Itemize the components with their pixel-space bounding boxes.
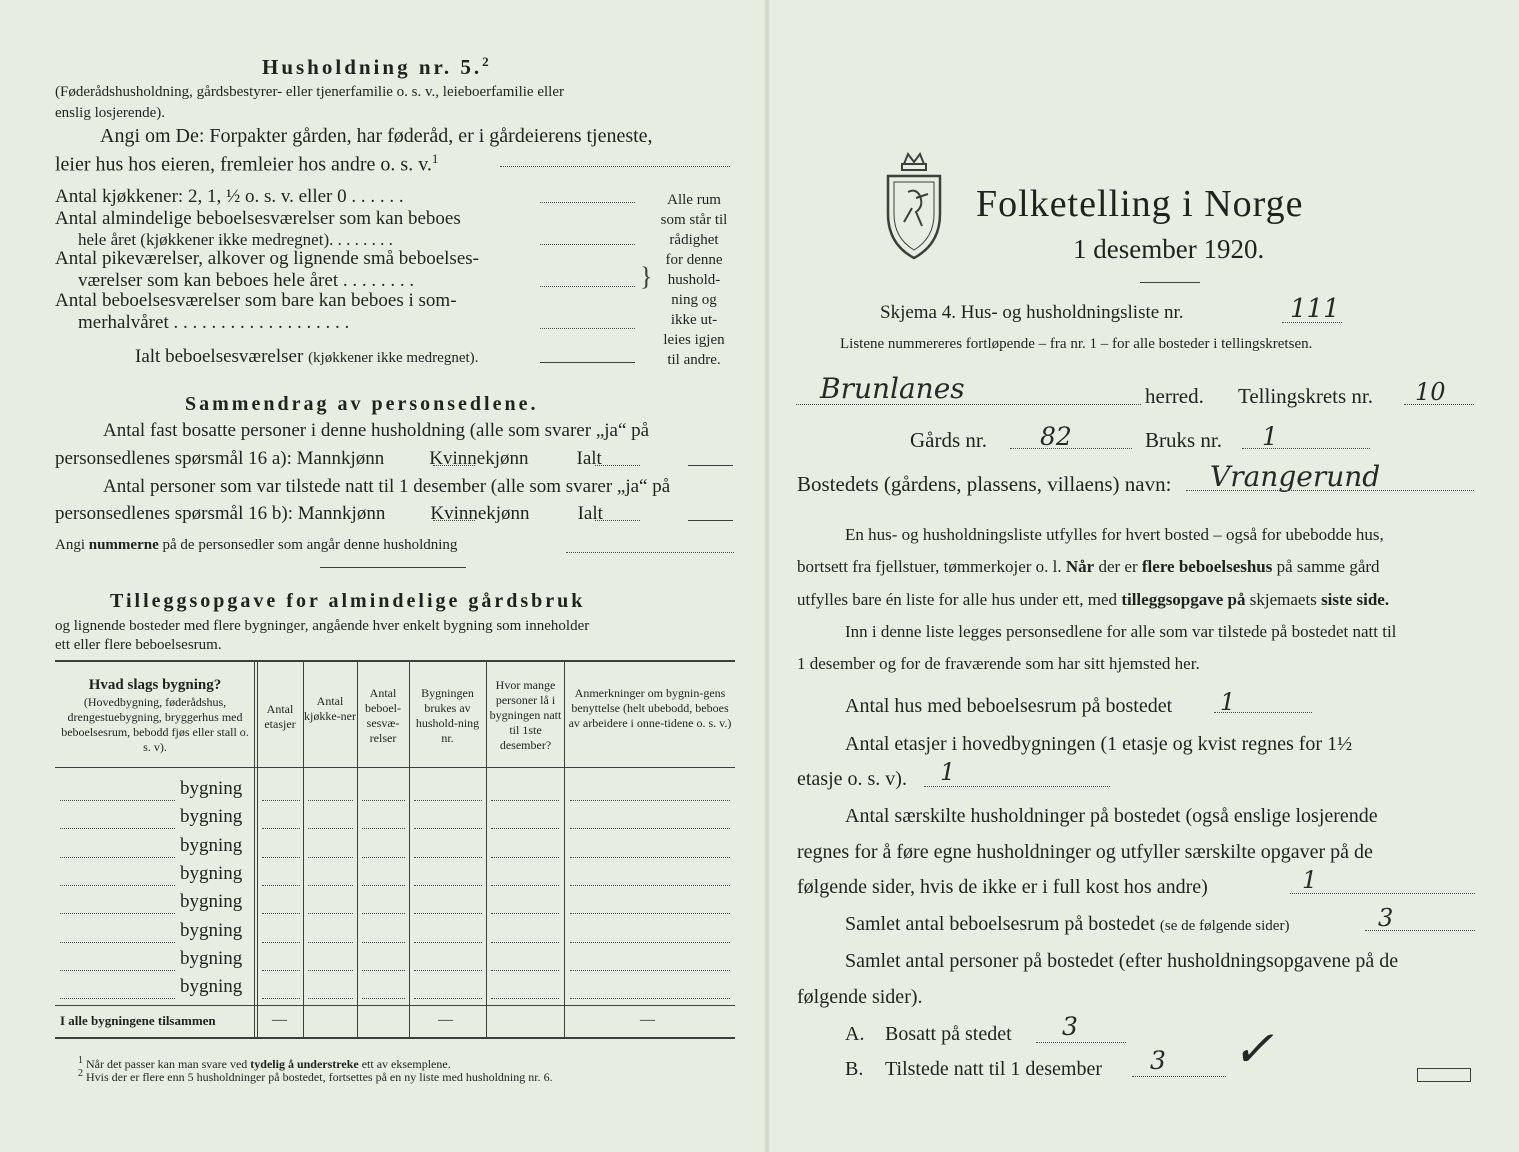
gards-line (1010, 448, 1132, 449)
herred-label: herred. (1145, 384, 1204, 408)
resident-line (1036, 1042, 1126, 1043)
brace-note: Alle rum som står til rådighet for denne hushold- ning og ikke ut- leies igjen til andre. (660, 192, 728, 368)
th-building-type: Hvad slags bygning? (Hovedbygning, føderådshus, drengestuebygning, bryggerhus med beboelsesrum, bebodd fjøs eller stall o. s. v). (61, 677, 249, 754)
floors-value[interactable]: 1 (940, 758, 956, 786)
table-row-label: bygning (180, 778, 243, 799)
total-dash-used: — (438, 1012, 453, 1028)
table-cell-line[interactable] (570, 970, 730, 971)
herred-line (796, 404, 1141, 405)
table-cell-line[interactable] (262, 885, 300, 886)
angi-line-1: Angi om De: Forpakter gården, har føderåd, er i gårdeierens tjeneste, (100, 125, 653, 147)
q-summer-rooms-a: Antal beboelsesværelser som bare kan beboes i som- (55, 290, 457, 311)
table-cell-line[interactable] (491, 942, 559, 943)
total-fixed-line[interactable] (688, 465, 733, 466)
table-row-label: bygning (180, 891, 243, 913)
summary-line-5: Angi nummerne på de personsedler som angår denne husholdning (55, 537, 458, 553)
present-label-letter: B. (845, 1058, 864, 1080)
th-floors: Antal etasjer (264, 702, 296, 731)
gards-label: Gårds nr. (910, 428, 987, 452)
table-cell-line[interactable] (60, 942, 175, 943)
resident-value[interactable]: 3 (1062, 1012, 1078, 1041)
table-cell-line[interactable] (414, 913, 482, 914)
footnote-1: $^1$ Når det passer kan man svare ved tydelig å understreke ett av eksemplene. (78, 1055, 451, 1071)
table-cell-line[interactable] (570, 828, 730, 829)
table-cell-line[interactable] (60, 998, 175, 999)
table-cell-line[interactable] (362, 800, 405, 801)
table-cell-line[interactable] (570, 998, 730, 999)
q-total-line[interactable] (540, 362, 635, 363)
table-cell-line[interactable] (362, 857, 405, 858)
table-row-label: bygning (180, 919, 243, 941)
printer-stamp (1417, 1068, 1471, 1082)
resident-label-letter: A. (845, 1023, 865, 1045)
bosted-line (1186, 490, 1474, 491)
table-top-border (55, 660, 735, 662)
total-dash-floors: — (272, 1012, 287, 1028)
bosted-value[interactable]: Vrangerund (1210, 460, 1381, 493)
q-kitchens-line[interactable] (540, 202, 635, 203)
table-cell-line[interactable] (60, 970, 175, 971)
table-cell-line[interactable] (362, 913, 405, 914)
table-cell-line[interactable] (60, 857, 175, 858)
krets-value[interactable]: 10 (1415, 378, 1446, 406)
table-row-label: bygning (180, 834, 243, 856)
q-small-rooms-b: værelser som kan beboes hele året . . . . . . . . (78, 270, 415, 291)
table-cell-line[interactable] (570, 800, 730, 801)
table-cell-line[interactable] (362, 885, 405, 886)
household-subtitle-1: (Føderådshusholdning, gårdsbestyrer- eller tjenerfamilie o. s. v., leieboerfamilie eller (55, 84, 564, 100)
form-title: Folketelling i Norge (976, 183, 1304, 225)
th-persons: Hvor mange personer lå i bygningen natt til 1ste desember? (489, 678, 562, 752)
total-present-line[interactable] (688, 520, 733, 521)
floors-line-2: etasje o. s. v). (797, 768, 907, 790)
bosted-label: Bostedets (gårdens, plassens, villaens) navn: (797, 472, 1172, 496)
q-summer-rooms-b: merhalvåret . . . . . . . . . . . . . . . . . . . (78, 312, 350, 333)
table-cell-line[interactable] (491, 800, 559, 801)
households-answer-line (1290, 893, 1475, 894)
table-row-label: bygning (180, 806, 243, 828)
table-cell-line[interactable] (491, 998, 559, 999)
table-cell-line[interactable] (60, 885, 175, 886)
floors-answer-line (924, 786, 1110, 787)
footnote-2: $^2$ Hvis der er flere enn 5 husholdninger på bostedet, fortsettes på en ny liste med husholdning nr. 6. (78, 1068, 553, 1084)
krets-line (1404, 404, 1474, 405)
female-fixed-line[interactable] (595, 465, 640, 466)
table-cell-line[interactable] (308, 857, 353, 858)
schema-line: Skjema 4. Hus- og husholdningsliste nr. (880, 302, 1184, 323)
total-persons-line-1: Samlet antal personer på bostedet (efter husholdningsopgavene på de (845, 950, 1399, 972)
instr-1a: En hus- og husholdningsliste utfylles for hvert bosted – også for ubebodde hus, (845, 525, 1384, 544)
table-cell-line[interactable] (414, 998, 482, 999)
table-cell-line[interactable] (308, 998, 353, 999)
numbers-line[interactable] (566, 552, 734, 553)
page-fold (764, 0, 770, 1152)
q-kitchens: Antal kjøkkener: 2, 1, ½ o. s. v. eller 0 . . . . . . (55, 186, 404, 207)
instr-2a: Inn i denne liste legges personsedlene for alle som var tilstede på bostedet natt til (845, 622, 1397, 641)
list-number-line (1282, 322, 1342, 323)
table-cell-line[interactable] (491, 970, 559, 971)
table-row-label: bygning (180, 862, 243, 884)
table-cell-line[interactable] (491, 828, 559, 829)
table-cell-line[interactable] (308, 800, 353, 801)
table-cell-line[interactable] (414, 885, 482, 886)
col-divider-6 (564, 662, 565, 1037)
table-cell-line[interactable] (491, 885, 559, 886)
th-remarks: Anmerkninger om bygnin-gens benyttelse (helt ubebodd, beboes av arbeidere i onne-tidene o. s. v.) (568, 686, 732, 730)
table-cell-line[interactable] (262, 800, 300, 801)
q-rooms-b: hele året (kjøkkener ikke medregnet). . . . . . . . (78, 230, 393, 249)
present-line (1132, 1076, 1226, 1077)
female-present-line[interactable] (595, 520, 640, 521)
summary-line-1: Antal fast bosatte personer i denne husholdning (alle som svarer „ja“ på (103, 420, 650, 441)
bruks-line (1242, 448, 1370, 449)
table-cell-line[interactable] (570, 942, 730, 943)
table-cell-line[interactable] (414, 970, 482, 971)
households-line-1: Antal særskilte husholdninger på bostedet (også enslige losjerende (845, 805, 1378, 827)
table-cell-line[interactable] (414, 800, 482, 801)
present-label: Tilstede natt til 1 desember (885, 1058, 1103, 1080)
table-cell-line[interactable] (262, 970, 300, 971)
table-total-border (55, 1005, 735, 1006)
brace: } (640, 262, 653, 291)
gards-value[interactable]: 82 (1040, 422, 1072, 451)
table-cell-line[interactable] (362, 970, 405, 971)
table-cell-line[interactable] (308, 942, 353, 943)
male-fixed-line[interactable] (433, 465, 475, 466)
table-cell-line[interactable] (308, 885, 353, 886)
q-summer-rooms-line[interactable] (540, 328, 635, 329)
form-date: 1 desember 1920. (1073, 234, 1265, 264)
total-rooms-value[interactable]: 3 (1378, 904, 1394, 932)
col-divider-1 (254, 662, 255, 1037)
summary-line-2: personsedlenes spørsmål 16 a): Mannkjønn Kvinnekjønn Ialt (55, 448, 602, 469)
table-cell-line[interactable] (262, 828, 300, 829)
total-persons-line-2: følgende sider). (797, 986, 923, 1008)
th-kitchens: Antal kjøkke-ner (304, 694, 356, 723)
table-cell-line[interactable] (491, 913, 559, 914)
table-cell-line[interactable] (308, 970, 353, 971)
household-subtitle-2: enslig losjerende). (55, 105, 165, 121)
supplement-title: Tilleggsopgave for almindelige gårdsbruk (110, 590, 586, 612)
table-cell-line[interactable] (362, 828, 405, 829)
th-used-by: Bygningen brukes av hushold-ning nr. (415, 686, 480, 745)
col-divider-5 (486, 662, 487, 1037)
households-line-2: regnes for å føre egne husholdninger og utfyller særskilte opgaver på de (797, 841, 1373, 863)
instr-2b: 1 desember og for de fraværende som har sitt hjemsted her. (797, 654, 1200, 673)
total-rooms-label: Samlet antal beboelsesrum på bostedet (se de følgende sider) (845, 913, 1290, 935)
summary-line-3: Antal personer som var tilstede natt til 1 desember (alle som svarer „ja“ på (103, 476, 671, 497)
table-cell-line[interactable] (262, 913, 300, 914)
houses-label: Antal hus med beboelsesrum på bostedet (845, 695, 1173, 717)
angi-line-2: leier hus hos eieren, fremleier hos andre o. s. v.$^1$ (55, 151, 439, 176)
numbering-note: Listene nummereres fortløpende – fra nr. 1 – for alle bosteder i tellingskretsen. (840, 336, 1313, 352)
table-row-label: bygning (180, 976, 243, 998)
supplement-line-1: og lignende bosteder med flere bygninger, angående hver enkelt bygning som inneholder (55, 618, 590, 634)
table-cell-line[interactable] (414, 857, 482, 858)
houses-line (1214, 712, 1312, 713)
krets-label: Tellingskrets nr. (1238, 384, 1374, 408)
table-cell-line[interactable] (60, 800, 175, 801)
total-row-label: I alle bygningene tilsammen (60, 1013, 216, 1028)
table-cell-line[interactable] (60, 828, 175, 829)
bruks-label: Bruks nr. (1145, 428, 1223, 452)
table-cell-line[interactable] (570, 857, 730, 858)
herred-value[interactable]: Brunlanes (820, 372, 965, 405)
households-line-3: følgende sider, hvis de ikke er i full kost hos andre) (797, 876, 1208, 898)
angi-answer-line[interactable] (500, 166, 730, 167)
table-cell-line[interactable] (362, 998, 405, 999)
instr-1b: bortsett fra fjellstuer, tømmerkojer o. l. Når der er flere beboelseshus på samme gård (797, 557, 1380, 576)
q-small-rooms-a: Antal pikeværelser, alkover og lignende små beboelses- (55, 248, 479, 269)
table-cell-line[interactable] (262, 857, 300, 858)
table-cell-line[interactable] (262, 942, 300, 943)
check-mark-icon: ✓ (1232, 1020, 1274, 1078)
summary-title: Sammendrag av personsedlene. (185, 393, 539, 415)
title-underline (1140, 282, 1200, 283)
table-cell-line[interactable] (414, 828, 482, 829)
coat-of-arms-icon (882, 150, 946, 262)
total-rooms-line (1365, 930, 1475, 931)
table-cell-line[interactable] (60, 913, 175, 914)
table-cell-line[interactable] (570, 913, 730, 914)
q-rooms-a: Antal almindelige beboelsesværelser som kan beboes (55, 208, 461, 229)
resident-label: Bosatt på stedet (885, 1023, 1012, 1045)
households-value[interactable]: 1 (1302, 866, 1318, 894)
table-cell-line[interactable] (308, 913, 353, 914)
table-header-border (55, 767, 735, 768)
present-value[interactable]: 3 (1150, 1046, 1166, 1075)
q-total-rooms: Ialt beboelsesværelser (kjøkkener ikke medregnet). (135, 346, 479, 367)
divider (320, 567, 466, 568)
table-cell-line[interactable] (362, 942, 405, 943)
th-rooms: Antal beboel-sesvæ-relser (365, 686, 401, 745)
household-title: Husholdning nr. 5.$^2$ (262, 54, 492, 79)
male-present-line[interactable] (433, 520, 475, 521)
table-row-label: bygning (180, 947, 243, 969)
bruks-value[interactable]: 1 (1262, 422, 1278, 451)
instr-1c: utfylles bare én liste for alle hus under ett, med tilleggsopgave på skjemaets siste side. (797, 590, 1390, 609)
q-small-rooms-line[interactable] (540, 286, 635, 287)
table-cell-line[interactable] (262, 998, 300, 999)
table-cell-line[interactable] (308, 828, 353, 829)
table-cell-line[interactable] (491, 857, 559, 858)
q-rooms-line[interactable] (540, 244, 635, 245)
list-number-value[interactable]: 111 (1290, 294, 1340, 324)
table-cell-line[interactable] (414, 942, 482, 943)
total-dash-remarks: — (640, 1012, 655, 1028)
table-bottom-border (55, 1037, 735, 1039)
houses-value[interactable]: 1 (1220, 688, 1236, 716)
supplement-line-2: ett eller flere beboelsesrum. (55, 637, 222, 653)
summary-line-4: personsedlenes spørsmål 16 b): Mannkjønn Kvinnekjønn Ialt (55, 503, 603, 524)
floors-line-1: Antal etasjer i hovedbygningen (1 etasje og kvist regnes for 1½ (845, 733, 1353, 755)
table-cell-line[interactable] (570, 885, 730, 886)
